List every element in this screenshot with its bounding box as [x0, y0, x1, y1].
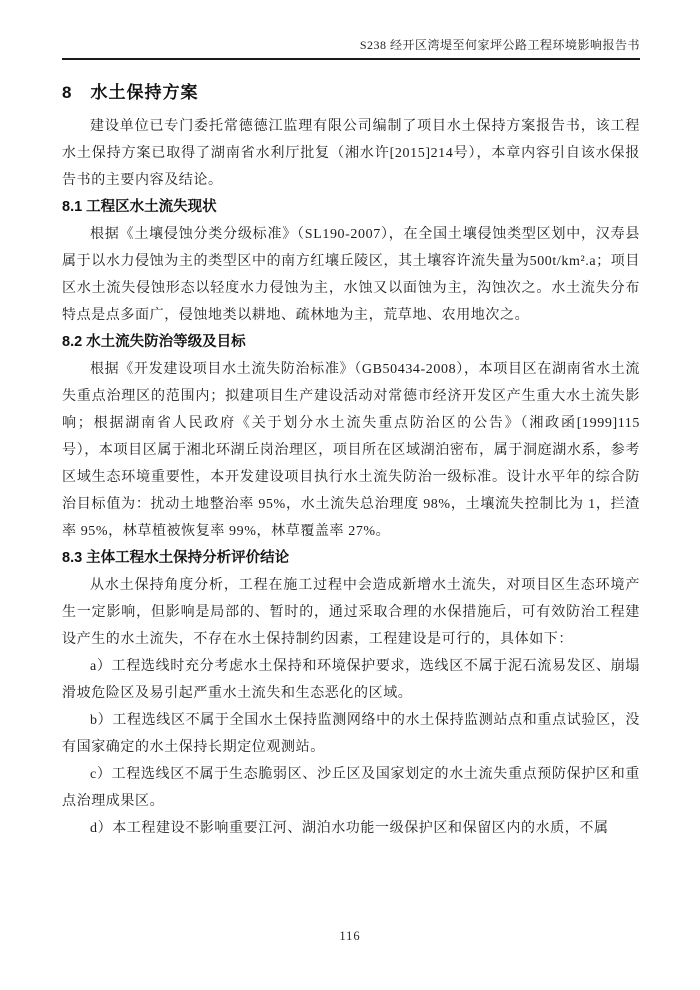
paragraph: 从水土保持角度分析，工程在施工过程中会造成新增水土流失，对项目区生态环境产生一定影响，但影响是局部的、暂时的，通过采取合理的水保措施后，可有效防治工程建设产生的水土流失，不存在水土保持制约因素，工程建设是可行的，具体如下：	[62, 578, 640, 647]
page-footer	[0, 929, 700, 944]
section-heading-8-2: 8.2 水土流失防治等级及目标	[62, 334, 246, 350]
chapter-heading: 8 水土保持方案	[62, 83, 199, 102]
document-content	[62, 78, 640, 842]
section-heading-8-1: 8.1 工程区水土流失现状	[62, 199, 217, 215]
list-item-a: a）工程选线时充分考虑水土保持和环境保护要求，选线区不属于泥石流易发区、崩塌滑坡危险区及易引起严重水土流失和生态恶化的区域。	[62, 659, 640, 701]
section-heading-8-3: 8.3 主体工程水土保持分析评价结论	[62, 550, 290, 566]
running-header-title: S238 经开区湾堤至何家坪公路工程环境影响报告书	[62, 36, 640, 60]
paragraph: 根据《开发建设项目水土流失防治标准》（GB50434-2008），本项目区在湖南省水土流失重点治理区的范围内；拟建项目生产建设活动对常德市经济开发区产生重大水土流失影响；根据湖南省人民政府《关于划分水土流失重点防治区的公告》（湘政函[1999]115 号），本项目区属于湘北环湖丘岗治理区，项目所在区域湖泊密布，属于洞庭湖水系，参考区域生态环境重要性，本开发建设项目执行水土流失防治一级标准。设计水平年的综合防治目标值为：扰动土地整治率 95%，水土流失总治理度 98%，土壤流失控制比为 1，拦渣率 95%，林草植被恢复率 99%，林草覆盖率 27%。	[62, 362, 640, 539]
paragraph: 建设单位已专门委托常德德江监理有限公司编制了项目水土保持方案报告书，该工程水土保持方案已取得了湖南省水利厅批复（湘水许[2015]214号），本章内容引自该水保报告书的主要内容及结论。	[62, 119, 640, 188]
paragraph: 根据《土壤侵蚀分类分级标准》（SL190-2007），在全国土壤侵蚀类型区划中，汉寿县属于以水力侵蚀为主的类型区中的南方红壤丘陵区，其土壤容许流失量为500t/km².a；项目区水土流失侵蚀形态以轻度水力侵蚀为主，水蚀又以面蚀为主，沟蚀次之。水土流失分布特点是点多面广，侵蚀地类以耕地、疏林地为主，荒草地、农用地次之。	[62, 227, 640, 323]
list-item-d: d）本工程建设不影响重要江河、湖泊水功能一级保护区和保留区内的水质，不属	[90, 821, 609, 836]
list-item-c: c）工程选线区不属于生态脆弱区、沙丘区及国家划定的水土流失重点预防保护区和重点治理成果区。	[62, 767, 640, 809]
list-item-b: b）工程选线区不属于全国水土保持监测网络中的水土保持监测站点和重点试验区，没有国家确定的水土保持长期定位观测站。	[62, 713, 640, 755]
page-number: 116	[339, 929, 361, 943]
